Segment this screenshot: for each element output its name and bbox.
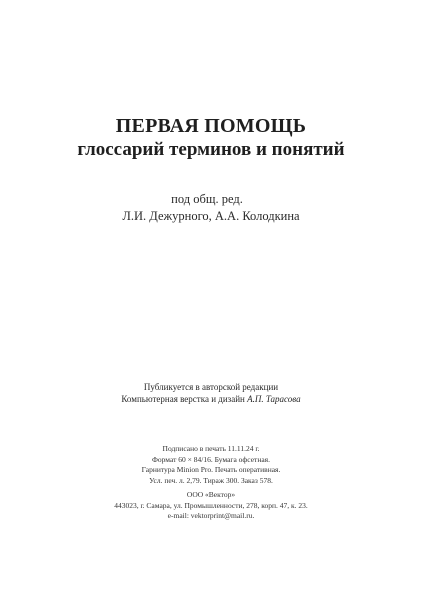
imprint-block [0,444,422,486]
publication-line-1: Публикуется в авторской редакции [143,382,279,392]
book-title: ПЕРВАЯ ПОМОЩЬ [115,115,307,137]
publication-notes [0,381,422,405]
book-subtitle: глоссарий терминов и понятий [77,139,345,160]
layout-credit-prefix: Компьютерная верстка и дизайн [121,394,248,404]
publisher-name: ООО «Вектор» [186,490,236,499]
publisher-email: e-mail: vektorprint@mail.ru. [167,511,255,520]
imprint-line-1: Подписано в печать 11.11.24 г. [162,444,260,453]
editors-names: Л.И. Дежурного, А.А. Колодкина [122,209,300,223]
imprint-line-2: Формат 60 × 84/16. Бумага офсетная. [152,454,270,464]
imprint-line-4: Усл. печ. л. 2,79. Тираж 300. Заказ 578. [149,475,273,485]
publisher-address: 443023, г. Самара, ул. Промышленности, 278, корп. 47, к. 23. [114,500,308,510]
publisher-block [0,490,422,522]
title-block [0,114,422,162]
editors-prefix: под общ. ред. [171,192,243,206]
layout-designer-name: А.П. Тарасова [247,394,301,404]
editors-block [0,191,422,225]
publication-line-2 [0,393,422,405]
imprint-line-3: Гарнитура Minion Pro. Печать оперативная. [141,465,281,474]
